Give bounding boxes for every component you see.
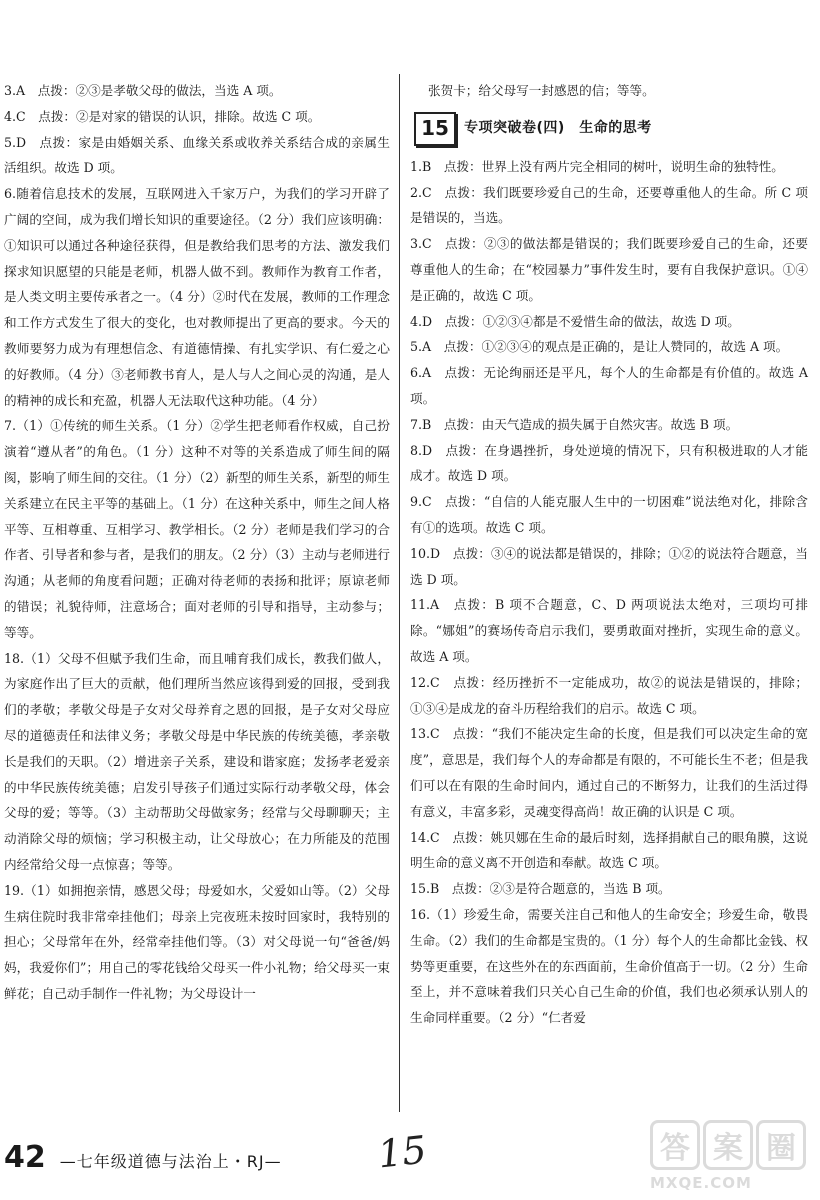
answer-item: 2.C 点拨：我们既要珍爱自己的生命，还要尊重他人的生命。所 C 项是错误的，当选。 bbox=[410, 184, 808, 226]
answer-item: 4.C 点拨：②是对家的错误的认识，排除。故选 C 项。 bbox=[4, 108, 321, 124]
book-title: —七年级道德与法治上・RJ— bbox=[59, 1152, 282, 1171]
continued-answer: 张贺卡；给父母写一封感恩的信；等等。 bbox=[428, 83, 655, 98]
site-watermark bbox=[650, 1120, 810, 1196]
left-column bbox=[4, 78, 390, 1007]
answer-item: 13.C 点拨：“我们不能决定生命的长度，但是我们可以决定生命的宽度”，意思是，我们每个人的寿命都是有限的，不可能长生不老；但是我们可以在有限的生命时间内，通过自己的不断努力，让我们的生活过得有意义，丰富多彩，灵魂变得高尚！故正确的认识是 C 项。 bbox=[410, 726, 808, 819]
answer-item: 4.D 点拨：①②③④都是不爱惜生命的做法，故选 D 项。 bbox=[410, 313, 740, 329]
answer-item: 6.随着信息技术的发展，互联网进入千家万户，为我们的学习开辟了广阔的空间，成为我们增长知识的重要途径。（2 分）我们应该明确：①知识可以通过各种途径获得，但是教给我们思考的方法、激发我们探求知识愿望的只能是老师，机器人做不到。教师作为教育工作者，是人类文明主要传承者之一。（4 分）②时代在发展，教师的工作理念和工作方式发生了很大的变化，也对教师提出了更高的要求。今天的教师要努力成为有理想信念、有道德情操、有扎实学识、有仁爱之心的好教师。（4 分）③老师教书育人，是人与人之间心灵的沟通，是人的精神的成长和充盈，机器人无法取代这种功能。（4 分） bbox=[4, 186, 390, 408]
section-number-badge: 15 bbox=[414, 112, 456, 146]
answer-item: 15.B 点拨：②③是符合题意的，当选 B 项。 bbox=[410, 881, 671, 897]
answer-item: 11.A 点拨：B 项不合题意，C、D 两项说法太绝对，三项均可排除。“娜姐”的赛场传奇启示我们，要勇敢面对挫折，实现生命的意义。故选 A 项。 bbox=[410, 597, 808, 664]
answer-item: 14.C 点拨：姚贝娜在生命的最后时刻，选择捐献自己的眼角膜，这说明生命的意义离不开创造和奉献。故选 C 项。 bbox=[410, 829, 808, 871]
answer-item: 5.A 点拨：①②③④的观点是正确的，是让人赞同的，故选 A 项。 bbox=[410, 339, 789, 355]
answer-item: 8.D 点拨：在身遇挫折，身处逆境的情况下，只有积极进取的人才能成才。故选 D 项。 bbox=[410, 442, 808, 484]
answer-item: 12.C 点拨：经历挫折不一定能成功，故②的说法是错误的，排除；①③④是成龙的奋斗历程给我们的启示。故选 C 项。 bbox=[410, 674, 808, 716]
answer-item: 5.D 点拨：家是由婚姻关系、血缘关系或收养关系结合成的亲属生活组织。故选 D 项。 bbox=[4, 134, 390, 176]
answer-item: 7.B 点拨：由天气造成的损失属于自然灾害。故选 B 项。 bbox=[410, 416, 739, 432]
page-number: 42 bbox=[4, 1140, 46, 1175]
right-column bbox=[410, 78, 808, 1031]
section-title: 专项突破卷(四) 生命的思考 bbox=[464, 119, 652, 136]
handwritten-note: 15 bbox=[375, 1127, 429, 1177]
answer-item: 3.A 点拨：②③是孝敬父母的做法，当选 A 项。 bbox=[4, 83, 282, 98]
answer-item: 9.C 点拨：“自信的人能克服人生中的一切困难”说法绝对化，排除含有①的选项。故选 C 项。 bbox=[410, 494, 808, 535]
answer-item: 10.D 点拨：③④的说法都是错误的，排除；①②的说法符合题意，当选 D 项。 bbox=[410, 545, 808, 587]
answer-item: 3.C 点拨：②③的做法都是错误的；我们既要珍爱自己的生命，还要尊重他人的生命；在“校园暴力”事件发生时，要有自我保护意识。①④是正确的，故选 C 项。 bbox=[410, 236, 808, 303]
watermark-url: MXQE.COM bbox=[650, 1174, 752, 1192]
answer-item: 6.A 点拨：无论绚丽还是平凡，每个人的生命都是有价值的。故选 A 项。 bbox=[410, 365, 808, 406]
watermark-char: 案 bbox=[703, 1120, 753, 1170]
answer-item: 7.（1）①传统的师生关系。（1 分）②学生把老师看作权威，自己扮演着“遵从者”的角色。（1 分）这种不对等的关系造成了师生间的隔阂，影响了师生间的交往。（1 分）（2）新型的师生关系，新型的师生关系建立在民主平等的基础上。（1 分）在这种关系中，师生之间人格平等、互相尊重、互相学习、教学相长。（2 分）老师是我们学习的合作者、引导者和参与者，是我们的朋友。（2 分）（3）主动与老师进行沟通；从老师的角度看问题；正确对待老师的表扬和批评；原谅老师的错误；礼貌待师，注意场合；面对老师的引导和指导，主动参与；等等。 bbox=[4, 418, 390, 640]
page-footer bbox=[4, 1140, 282, 1175]
watermark-char: 圈 bbox=[756, 1120, 806, 1170]
section-heading bbox=[414, 112, 808, 146]
column-divider bbox=[399, 74, 400, 1112]
answer-item: 1.B 点拨：世界上没有两片完全相同的树叶，说明生命的独特性。 bbox=[410, 158, 784, 174]
answer-item: 18.（1）父母不但赋予我们生命，而且哺育我们成长，教我们做人，为家庭作出了巨大的贡献，他们理所当然应该得到爱的回报，受到我们的孝敬；孝敬父母是子女对父母养育之恩的回报，是子女对父母应尽的道德责任和法律义务；孝敬父母是中华民族的传统美德，孝亲敬长是我们的天职。（2）增进亲子关系，建设和谐家庭；发扬孝老爱亲的中华民族传统美德；启发引导孩子们通过实际行动孝敬父母，体会父母的爱；等等。（3）主动帮助父母做家务；经常与父母聊聊天；主动消除父母的烦恼；学习积极主动，让父母放心；在力所能及的范围内经常给父母一点惊喜；等等。 bbox=[4, 650, 390, 872]
watermark-char: 答 bbox=[650, 1120, 700, 1170]
answer-item: 19.（1）如拥抱亲情，感恩父母；母爱如水，父爱如山等。（2）父母生病住院时我非常牵挂他们；母亲上完夜班未按时回家时，我特别的担心；父母常年在外，经常牵挂他们等。（3）对父母说一句“爸爸/妈妈，我爱你们”；用自己的零花钱给父母买一件小礼物；给父母买一束鲜花；自己动手制作一件礼物；为父母设计一 bbox=[4, 882, 390, 1001]
answer-item: 16.（1）珍爱生命，需要关注自己和他人的生命安全；珍爱生命，敬畏生命。（2）我们的生命都是宝贵的。（1 分）每个人的生命都比金钱、权势等更重要，在这些外在的东西面前，生命价值高于一切。（2 分）生命至上，并不意味着我们只关心自己生命的价值，我们也必须承认别人的生命同样重要。（2 分）“仁者爱 bbox=[410, 906, 808, 1026]
